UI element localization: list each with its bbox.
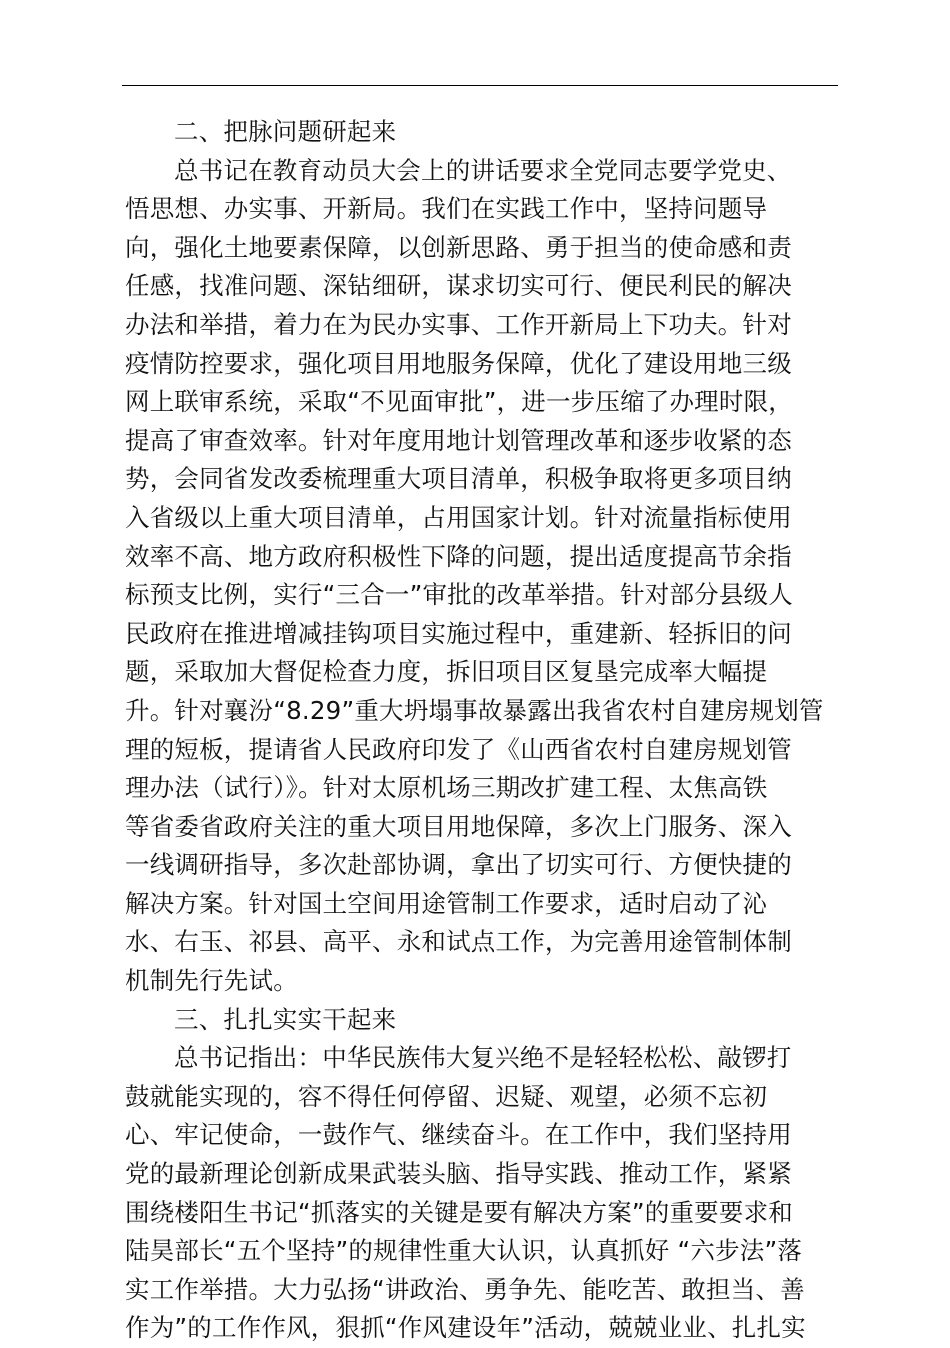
text-line: 势，会同省发改委梳理重大项目清单，积极争取将更多项目纳 (125, 464, 792, 494)
header-rule (122, 85, 838, 86)
document-body (125, 113, 830, 1348)
text-line: 理办法（试行）》。针对太原机场三期改扩建工程、太焦高铁 (125, 773, 768, 803)
text-line: 陆昊部长“五个坚持”的规律性重大认识，认真抓好 “六步法”落 (125, 1236, 803, 1266)
text-line: 等省委省政府关注的重大项目用地保障，多次上门服务、深入 (125, 811, 792, 841)
text-line: 办法和举措，着力在为民办实事、工作开新局上下功夫。针对 (125, 309, 792, 339)
text-line: 任感，找准问题、深钻细研，谋求切实可行、便民利民的解决 (125, 271, 792, 301)
text-line: 民政府在推进增减挂钩项目实施过程中，重建新、轻拆旧的问 (125, 618, 792, 648)
text-line: 三、扎扎实实干起来 (174, 1004, 397, 1034)
text-line: 鼓就能实现的，容不得任何停留、迟疑、观望，必须不忘初 (125, 1081, 768, 1111)
text-line: 提高了审查效率。针对年度用地计划管理改革和逐步收紧的态 (125, 425, 792, 455)
text-line: 效率不高、地方政府积极性下降的问题，提出适度提高节余指 (125, 541, 792, 571)
text-line: 作为”的工作作风，狠抓“作风建设年”活动，兢兢业业、扎扎实 (125, 1313, 806, 1343)
text-line: 实工作举措。大力弘扬“讲政治、勇争先、能吃苦、敢担当、善 (125, 1274, 805, 1304)
text-line: 水、右玉、祁县、高平、永和试点工作，为完善用途管制体制 (125, 927, 792, 957)
text-line: 一线调研指导，多次赴部协调，拿出了切实可行、方便快捷的 (125, 850, 792, 880)
text-line: 总书记在教育动员大会上的讲话要求全党同志要学党史、 (174, 155, 792, 185)
text-line: 疫情防控要求，强化项目用地服务保障，优化了建设用地三级 (125, 348, 792, 378)
text-line: 理的短板，提请省人民政府印发了《山西省农村自建房规划管 (125, 734, 792, 764)
text-line: 机制先行先试。 (125, 966, 298, 996)
text-line: 网上联审系统，采取“不见面审批”，进一步压缩了办理时限， (125, 387, 793, 417)
text-line: 题，采取加大督促检查力度，拆旧项目区复垦完成率大幅提 (125, 657, 768, 687)
text-line: 党的最新理论创新成果武装头脑、指导实践、推动工作，紧紧 (125, 1159, 792, 1189)
text-line: 悟思想、办实事、开新局。我们在实践工作中，坚持问题导 (125, 194, 768, 224)
text-line: 入省级以上重大项目清单，占用国家计划。针对流量指标使用 (125, 502, 792, 532)
text-line: 升。针对襄汾“8.29”重大坍塌事故暴露出我省农村自建房规划管 (125, 695, 824, 725)
text-line: 解决方案。针对国土空间用途管制工作要求，适时启动了沁 (125, 888, 768, 918)
text-line: 围绕楼阳生书记“抓落实的关键是要有解决方案”的重要要求和 (125, 1197, 793, 1227)
text-line: 总书记指出：中华民族伟大复兴绝不是轻轻松松、敲锣打 (174, 1043, 792, 1073)
text-line: 标预支比例，实行“三合一”审批的改革举措。针对部分县级人 (125, 580, 793, 610)
text-line: 向，强化土地要素保障，以创新思路、勇于担当的使命感和责 (125, 232, 792, 262)
text-line: 心、牢记使命，一鼓作气、继续奋斗。在工作中，我们坚持用 (125, 1120, 792, 1150)
text-line: 二、把脉问题研起来 (174, 117, 397, 146)
